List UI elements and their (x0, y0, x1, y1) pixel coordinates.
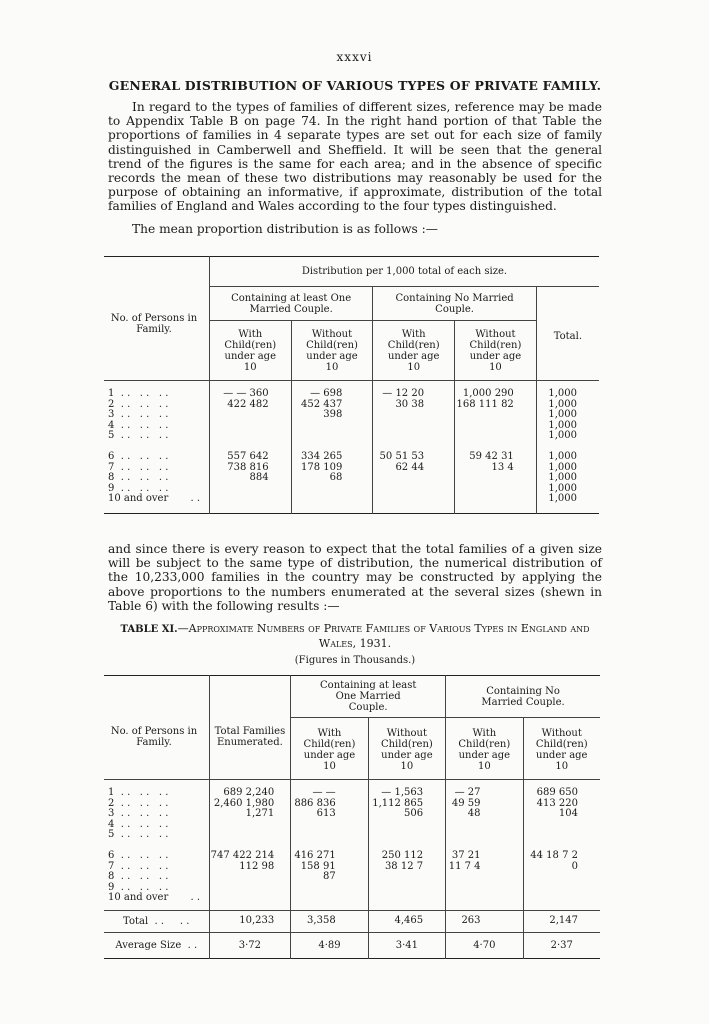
t1-group-no-married: Containing No Married Couple. (373, 287, 536, 321)
paragraph-mean-distribution: The mean proportion distribution is as follows :— (132, 222, 438, 236)
t1-col-nomarried-without: Without Child(ren) under age 10 (455, 321, 537, 381)
t1-c5-b: 1,000 1,000 1,000 1,000 1,000 (548, 450, 577, 505)
t1-c5-a: 1,000 1,000 1,000 1,000 1,000 (548, 388, 577, 442)
t1-c2-b: 334 265 178 109 68 (301, 450, 343, 484)
t1-c3-a: — 12 20 30 38 (382, 388, 425, 410)
t2-col-married-with: With Child(ren) under age 10 (291, 718, 368, 780)
paragraph-intro: In regard to the types of families of different sizes, reference may be made to Appendix Table B on page 74. In the right hand portion of that Table the proportions of families in 4 separate types are set out for each size of family distinguished in Camberwell and Sheffield. It will be seen that the general trend of the figures is the same for each area; and in the absence of specific records the mean of these two distributions may reasonably be used for the purpose of obtaining an informative, if approximate, distribution of the total families of England and Wales according to the four types distinguished. (108, 100, 602, 214)
t1-row-labels-b: 6 . . . . . . 7 . . . . . . 8 . . . . . . 9 . . . . . . 10 and over . . (108, 450, 201, 505)
t2-avg-c4: 4·70 (446, 932, 523, 958)
t2-col-persons: No. of Persons in Family. (110, 725, 198, 748)
t2-avg-label: Average Size . . (104, 932, 209, 958)
t2-c3-b: 250 112 38 12 7 (381, 849, 424, 872)
t2-total-c1: 10,233 (209, 910, 291, 932)
distribution-table (104, 256, 599, 514)
t1-col-married-without: Without Child(ren) under age 10 (291, 321, 373, 381)
t2-col-total-families: Total Families Enumerated. (209, 676, 291, 780)
t2-total-c5: 2,147 (523, 910, 600, 932)
t2-c5-b: 44 18 7 2 0 (530, 849, 578, 872)
t2-total-row (104, 910, 600, 932)
t1-group-married: Containing at least One Married Couple. (209, 287, 372, 321)
table-xi-title (108, 622, 602, 652)
t2-avg-c3: 3·41 (368, 932, 445, 958)
t2-c1-b: 747 422 214 112 98 (210, 849, 275, 872)
t2-avg-c2: 4·89 (291, 932, 368, 958)
t1-col-nomarried-with: With Child(ren) under age 10 (373, 321, 455, 381)
t2-row-labels-a: 1 . . . . . . 2 . . . . . . 3 . . . . . . 4 . . . . . . 5 . . . . . . (108, 787, 169, 841)
t2-total-c4: 263 (446, 910, 523, 932)
t2-group-no-married: Containing No Married Couple. (446, 676, 600, 718)
table-xi-caption: —Approximate Numbers of Private Families of Various Types in England and Wales, 1931. (177, 622, 590, 650)
t2-c3-a: — 1,563 1,112 865 506 (372, 787, 424, 820)
t1-c4-b: 59 42 31 13 4 (469, 450, 514, 473)
section-heading: GENERAL DISTRIBUTION OF VARIOUS TYPES OF PRIVATE FAMILY. (108, 78, 602, 93)
t2-total-c3: 4,465 (368, 910, 445, 932)
t2-row-labels-b: 6 . . . . . . 7 . . . . . . 8 . . . . . . 9 . . . . . . 10 and over . . (108, 849, 201, 904)
t1-c3-b: 50 51 53 62 44 (379, 450, 425, 473)
t1-col-persons-cell (104, 257, 209, 381)
t2-col-persons-cell (104, 676, 209, 780)
table-xi-label: TABLE XI. (120, 624, 178, 635)
t2-col-nomarried-without: Without Child(ren) under age 10 (523, 718, 600, 780)
page-number: xxxvi (336, 50, 373, 64)
t1-c1-b: 557 642 738 816 884 (227, 450, 269, 484)
table-xi-subtitle: (Figures in Thousands.) (294, 655, 416, 666)
t1-col-married-with: With Child(ren) under age 10 (209, 321, 291, 381)
table-xi (104, 675, 600, 959)
t2-col-married-without: Without Child(ren) under age 10 (368, 718, 445, 780)
t1-top-header: Distribution per 1,000 total of each size. (209, 257, 599, 287)
t2-group-married: Containing at least One Married Couple. (291, 676, 446, 718)
t2-c2-b: 416 271 158 91 87 (294, 849, 336, 883)
t2-c5-a: 689 650 413 220 104 (536, 787, 578, 820)
t2-total-label: Total . . . . (104, 910, 209, 932)
paragraph-numerical-distribution: and since there is every reason to expect that the total families of a given size will be subject to the same type of distribution, the numerical distribution of the 10,233,000 families in the country may be constructed by applying the above proportions to the numbers enumerated at the several sizes (shewn in Table 6) with the following results :— (108, 542, 602, 613)
t2-c4-b: 37 21 11 7 4 (448, 849, 481, 872)
t1-row-labels-a: 1 . . . . . . 2 . . . . . . 3 . . . . . . 4 . . . . . . 5 . . . . . . (108, 388, 169, 442)
t1-c1-a: — — 360 422 482 (223, 388, 269, 410)
t2-col-nomarried-with: With Child(ren) under age 10 (446, 718, 523, 780)
t1-c4-a: 1,000 290 168 111 82 (456, 388, 514, 410)
t1-c2-a: — 698 452 437 398 (301, 388, 343, 421)
t1-col-persons: No. of Persons in Family. (110, 312, 198, 335)
t2-average-row (104, 932, 600, 958)
t1-col-total: Total. (536, 287, 599, 381)
t2-c4-a: — 27 49 59 48 (451, 787, 481, 820)
t2-total-c2: 3,358 (291, 910, 368, 932)
t2-avg-c1: 3·72 (209, 932, 291, 958)
t2-c2-a: — — 886 836 613 (294, 787, 336, 820)
t2-c1-a: 689 2,240 2,460 1,980 1,271 (213, 787, 275, 820)
t2-avg-c5: 2·37 (523, 932, 600, 958)
